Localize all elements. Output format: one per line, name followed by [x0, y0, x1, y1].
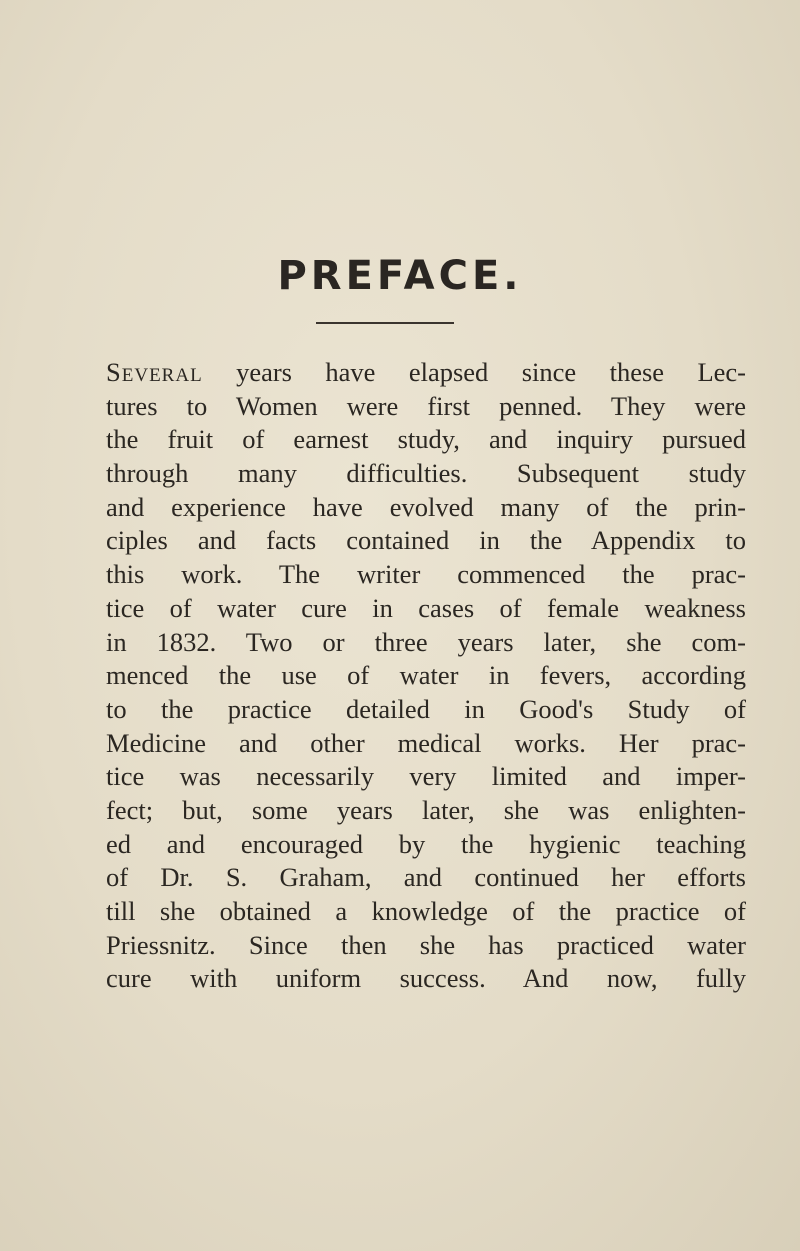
text-line — [106, 356, 746, 390]
preface-body — [106, 356, 746, 996]
text-line: and experience have evolved many of the prin- — [106, 491, 746, 522]
text-line: in 1832. Two or three years later, she com- — [106, 626, 746, 657]
page-title: PREFACE. — [277, 253, 523, 299]
text-line: menced the use of water in fevers, according — [106, 660, 746, 691]
first-word: Several — [106, 357, 203, 387]
text-line: ed and encouraged by the hygienic teaching — [106, 828, 746, 859]
text-line-content: years have elapsed since these Lec- — [202, 357, 746, 387]
text-line: tures to Women were first penned. They were — [106, 390, 746, 421]
text-line: tice was necessarily very limited and imper- — [106, 761, 746, 792]
text-line: till she obtained a knowledge of the practice of — [106, 896, 746, 926]
text-line: to the practice detailed in Good's Study of — [106, 693, 746, 724]
title-rule — [316, 322, 454, 324]
text-line: Priessnitz. Since then she has practiced water — [106, 929, 746, 960]
text-line: through many difficulties. Subsequent study — [106, 458, 746, 489]
text-line: cure with uniform success. And now, fully — [106, 963, 746, 994]
text-line: of Dr. S. Graham, and continued her efforts — [106, 862, 746, 893]
text-line: ciples and facts contained in the Appendix to — [106, 525, 746, 556]
text-line: tice of water cure in cases of female weakness — [106, 592, 746, 623]
text-line: the fruit of earnest study, and inquiry pursued — [106, 424, 746, 455]
text-line: fect; but, some years later, she was enlighten- — [106, 794, 746, 825]
text-line: this work. The writer commenced the prac- — [106, 559, 746, 590]
text-line: Medicine and other medical works. Her prac- — [106, 727, 746, 758]
